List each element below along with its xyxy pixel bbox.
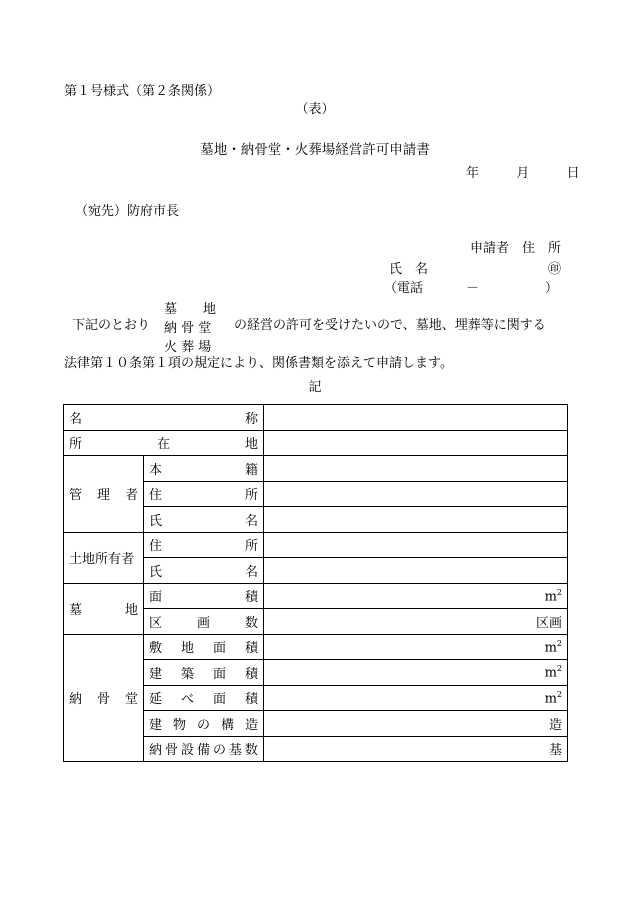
label-char: 所 — [244, 488, 258, 504]
label-char: 本 — [149, 462, 163, 478]
table-row-landowner-address — [64, 532, 568, 558]
label-char: 管 — [69, 488, 83, 504]
label-char: 者 — [124, 488, 138, 504]
label-ossuary — [64, 634, 144, 762]
label-location — [64, 430, 264, 456]
label-char: 名 — [244, 564, 258, 580]
applicant-phone-label: （電話 — [384, 281, 424, 296]
table-row-name — [64, 405, 568, 431]
label-cemetery — [64, 583, 144, 634]
label-char: べ — [180, 692, 194, 708]
value-landowner-address[interactable] — [264, 532, 568, 558]
label-char: 建 — [149, 717, 163, 733]
label-char: 面 — [212, 666, 226, 682]
body-line-2: 法律第１０条第１項の規定により、関係書類を添えて申請します。 — [64, 356, 453, 371]
label-char: 画 — [196, 615, 210, 631]
unit: m — [544, 690, 557, 706]
label-landowner-address — [144, 532, 264, 558]
value-cemetery-area[interactable] — [264, 583, 568, 609]
label-char: 築 — [180, 666, 194, 682]
body-suffix: の経営の許可を受けたいので、墓地、埋葬等に関する — [234, 318, 546, 333]
label-manager-address — [144, 481, 264, 507]
label-ossuary-site-area — [144, 634, 264, 660]
label-char: 区 — [149, 615, 163, 631]
date-line — [466, 167, 580, 180]
label-char: の — [196, 717, 210, 733]
value-manager-name[interactable] — [264, 507, 568, 533]
label-char: 建 — [149, 666, 163, 682]
label-char: 籍 — [244, 462, 258, 478]
label-char: 面 — [212, 641, 226, 657]
label-char: 骨 — [96, 692, 110, 708]
unit-sup: 2 — [556, 664, 562, 674]
label-char: 積 — [244, 666, 258, 682]
unit: 基 — [548, 743, 562, 759]
label-char: 氏 — [149, 513, 163, 529]
body-prefix: 下記のとおり — [72, 318, 151, 333]
label-char: 地 — [244, 437, 258, 453]
facility-type-options — [164, 300, 216, 357]
label-char: 理 — [96, 488, 110, 504]
facility-type-ossuary: 納 骨 堂 — [164, 321, 212, 336]
label-char: 基 — [228, 743, 242, 759]
label-char: 氏 — [149, 564, 163, 580]
unit-sup: 2 — [556, 587, 562, 597]
label-cemetery-area — [144, 583, 264, 609]
applicant-address-label: 申請者 住 所 — [470, 241, 562, 256]
applicant-name-label: 氏 名 — [389, 262, 429, 277]
label-char: 名 — [244, 513, 258, 529]
value-ossuary-building-area[interactable] — [264, 660, 568, 686]
label-char: 所 — [244, 539, 258, 555]
unit: m — [544, 588, 557, 604]
label-char: 納 — [149, 743, 163, 759]
table-row-ossuary-site-area — [64, 634, 568, 660]
date-month: 月 — [516, 166, 530, 181]
unit: m — [544, 665, 557, 681]
label-char: 設 — [180, 743, 194, 759]
unit: 区画 — [535, 615, 562, 631]
unit: 造 — [548, 717, 562, 733]
date-year: 年 — [466, 166, 480, 181]
form-number: 第１号様式（第２条関係） — [64, 84, 221, 99]
side-label: （表） — [295, 102, 335, 117]
ki-heading: 記 — [308, 380, 322, 395]
label-ossuary-floor-area — [144, 685, 264, 711]
phone-close-paren: ） — [545, 281, 559, 296]
page-title: 墓地・納骨堂・火葬場経営許可申請書 — [200, 142, 430, 158]
label-char: 称 — [244, 411, 258, 427]
value-landowner-name[interactable] — [264, 558, 568, 584]
label-char: 延 — [149, 692, 163, 708]
label-char: 数 — [244, 615, 258, 631]
label-char: 在 — [156, 437, 170, 453]
label-char: 敷 — [149, 641, 163, 657]
label-char: 住 — [149, 488, 163, 504]
label-char: 所 — [69, 437, 83, 453]
label-char: 備 — [196, 743, 210, 759]
value-location[interactable] — [264, 430, 568, 456]
label-char: 墓 — [69, 603, 83, 618]
label-landowner: 土地所有者 — [64, 532, 144, 583]
value-manager-address[interactable] — [264, 481, 568, 507]
label-char: 名 — [69, 411, 83, 427]
label-char: 積 — [244, 641, 258, 657]
label-char: 物 — [172, 717, 186, 733]
label-char: 納 — [69, 692, 83, 708]
label-char: の — [212, 743, 226, 759]
unit-sup: 2 — [556, 638, 562, 648]
value-name[interactable] — [264, 405, 568, 431]
label-manager — [64, 456, 144, 533]
phone-dash: － — [466, 281, 480, 296]
value-ossuary-site-area[interactable] — [264, 634, 568, 660]
label-landowner-name — [144, 558, 264, 584]
label-ossuary-count — [144, 736, 264, 762]
label-manager-name — [144, 507, 264, 533]
unit-sup: 2 — [556, 689, 562, 699]
table-row-manager-domicile — [64, 456, 568, 482]
label-char: 住 — [149, 539, 163, 555]
table-row-cemetery-area — [64, 583, 568, 609]
date-day: 日 — [566, 166, 580, 181]
table-row-location — [64, 430, 568, 456]
label-char: 面 — [149, 590, 163, 606]
label-char: 数 — [244, 743, 258, 759]
label-char: 構 — [220, 717, 234, 733]
label-char: 積 — [244, 590, 258, 606]
label-char: 積 — [244, 692, 258, 708]
value-cemetery-plots[interactable] — [264, 609, 568, 635]
value-ossuary-count[interactable] — [264, 736, 568, 762]
addressee: （宛先）防府市長 — [75, 204, 180, 219]
label-char: 地 — [180, 641, 194, 657]
facility-type-crematorium: 火 葬 場 — [164, 340, 212, 355]
facility-type-cemetery: 墓 地 — [164, 302, 217, 317]
label-manager-domicile — [144, 456, 264, 482]
label-ossuary-building-area — [144, 660, 264, 686]
label-name — [64, 405, 264, 431]
value-manager-domicile[interactable] — [264, 456, 568, 482]
seal-mark: ㊞ — [548, 262, 562, 277]
unit: m — [544, 639, 557, 655]
label-char: 地 — [124, 603, 138, 618]
value-ossuary-floor-area[interactable] — [264, 685, 568, 711]
value-ossuary-structure[interactable] — [264, 711, 568, 737]
label-cemetery-plots — [144, 609, 264, 635]
application-table — [63, 404, 568, 762]
label-char: 堂 — [124, 692, 138, 708]
label-char: 骨 — [164, 743, 178, 759]
label-char: 面 — [212, 692, 226, 708]
label-ossuary-structure — [144, 711, 264, 737]
label-char: 造 — [244, 717, 258, 733]
